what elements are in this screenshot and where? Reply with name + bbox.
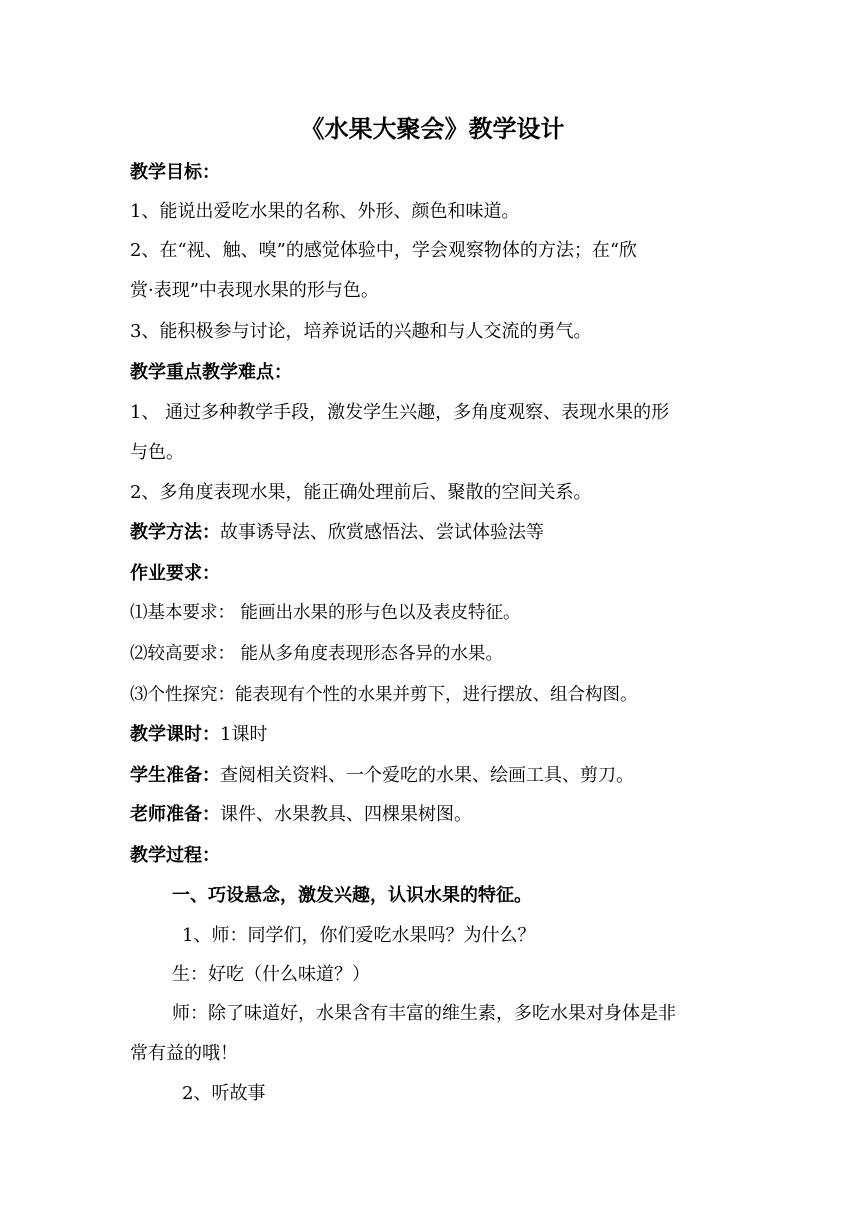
homework-item: ⑶个性探究：能表现有个性的水果并剪下，进行摆放、组合构图。 (130, 685, 638, 705)
hours-line (130, 722, 267, 748)
objective-item: 1、能说出爱吃水果的名称、外形、颜色和味道。 (130, 201, 520, 222)
methods-label: 教学方法： (130, 522, 220, 543)
objectives-heading: 教学目标： (130, 162, 220, 183)
key-point-item: 2、多角度表现水果，能正确处理前后、聚散的空间关系。 (130, 482, 592, 503)
objective-item: 3、能积极参与讨论，培养说话的兴趣和与人交流的勇气。 (130, 321, 592, 342)
process-line: 2、听故事 (182, 1083, 266, 1104)
homework-item: ⑵较高要求： 能从多角度表现形态各异的水果。 (130, 644, 504, 664)
teacher-prep-value: 课件、水果教具、四棵果树图。 (220, 804, 472, 825)
methods-line (130, 520, 544, 546)
process-line: 生：好吃（什么味道？） (172, 964, 370, 985)
key-point-item: 1、 通过多种教学手段，激发学生兴趣，多角度观察、表现水果的形 (130, 402, 670, 423)
key-points-heading: 教学重点教学难点： (130, 362, 292, 383)
student-prep-line (130, 763, 634, 789)
process-line: 1、师：同学们，你们爱吃水果吗？为什么？ (182, 925, 536, 946)
methods-value: 故事诱导法、欣赏感悟法、尝试体验法等 (220, 522, 544, 543)
teacher-prep-line (130, 802, 472, 828)
process-line: 常有益的哦！ (130, 1043, 238, 1064)
process-heading: 教学过程： (130, 845, 220, 866)
student-prep-label: 学生准备： (130, 765, 220, 786)
key-point-item: 与色。 (130, 442, 184, 463)
hours-value: 1课时 (220, 724, 268, 745)
hours-label: 教学课时： (130, 724, 220, 745)
process-line: 师：除了味道好，水果含有丰富的维生素，多吃水果对身体是非 (172, 1003, 676, 1024)
student-prep-value: 查阅相关资料、一个爱吃的水果、绘画工具、剪刀。 (220, 765, 634, 786)
homework-item: ⑴基本要求： 能画出水果的形与色以及表皮特征。 (130, 603, 521, 623)
objective-item: 2、在“视、触、嗅”的感觉体验中，学会观察物体的方法；在“欣 (130, 240, 638, 261)
document-title: 《水果大聚会》教学设计 (300, 115, 565, 143)
objective-item: 赏·表现”中表现水果的形与色。 (130, 280, 379, 301)
homework-heading: 作业要求： (130, 563, 220, 584)
process-section-heading: 一、巧设悬念，激发兴趣，认识水果的特征。 (172, 885, 532, 906)
teacher-prep-label: 老师准备： (130, 804, 220, 825)
